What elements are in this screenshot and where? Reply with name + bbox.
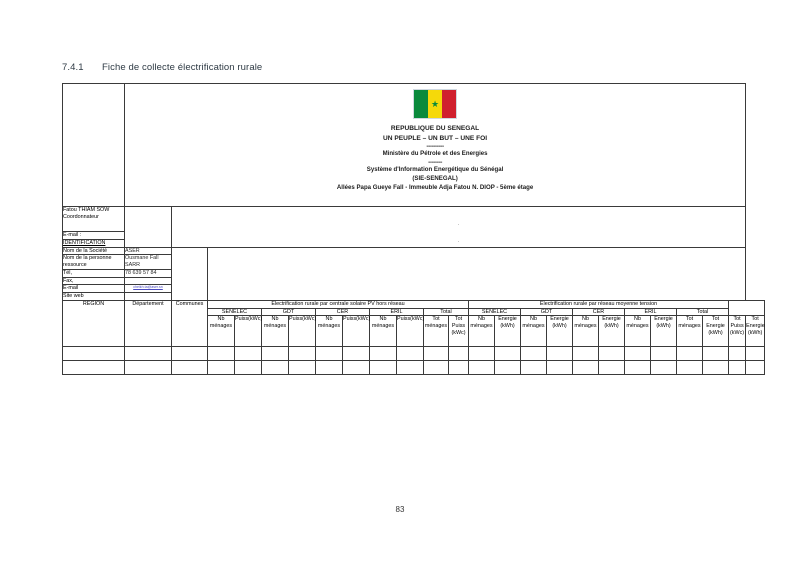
cell[interactable] xyxy=(547,347,573,361)
cell[interactable] xyxy=(677,347,703,361)
cell[interactable] xyxy=(424,361,449,375)
banner-system: Système d'Information Energétique du Sénégal xyxy=(366,166,504,174)
email-label: E-mail : xyxy=(63,232,125,240)
id-row-societe xyxy=(63,247,765,255)
senegal-flag-icon xyxy=(413,89,457,119)
cell[interactable] xyxy=(397,361,424,375)
value-email[interactable] xyxy=(125,285,172,293)
cell[interactable] xyxy=(172,347,208,361)
cell[interactable] xyxy=(729,347,746,361)
cell[interactable] xyxy=(651,347,677,361)
group-title-row xyxy=(63,300,765,308)
banner-republic: REPUBLIQUE DU SENEGAL xyxy=(390,125,480,132)
operator-right-senelec: SENELEC xyxy=(469,308,521,316)
cell[interactable] xyxy=(262,347,289,361)
sub-right-total-menages: Tot ménages xyxy=(677,316,703,347)
cell[interactable] xyxy=(424,347,449,361)
cell[interactable] xyxy=(599,347,625,361)
cell[interactable] xyxy=(521,347,547,361)
cell[interactable] xyxy=(289,347,316,361)
sub-left-cer-menages: Nb ménages xyxy=(316,316,343,347)
value-tel[interactable]: 78 639 57 84 xyxy=(125,269,172,277)
cell[interactable] xyxy=(235,347,262,361)
sub-left-senelec-puiss: Puiss(kWc) xyxy=(235,316,262,347)
id-blank-wide xyxy=(208,247,746,300)
cell[interactable] xyxy=(495,361,521,375)
cell[interactable] xyxy=(397,347,424,361)
sub-right-cer-menages: Nb ménages xyxy=(573,316,599,347)
sub-right-gdt-energie: Energie (kWh) xyxy=(547,316,573,347)
section-number: 7.4.1 xyxy=(62,62,84,73)
stray-dot-1: . xyxy=(457,221,460,227)
group-title-offgrid-solar: Electrification rurale par centrale solaire PV hors réseau xyxy=(208,300,469,308)
contact-blank-1 xyxy=(125,207,172,248)
cell[interactable] xyxy=(547,361,573,375)
page-number: 83 xyxy=(395,505,405,514)
banner-acronym: (SIE-SENEGAL) xyxy=(412,174,458,182)
value-site-web[interactable] xyxy=(125,293,172,301)
cell[interactable] xyxy=(343,347,370,361)
cell[interactable] xyxy=(172,361,208,375)
email-link[interactable]: cheikh.ta@aser.sn xyxy=(133,285,163,290)
sub-left-cer-puiss: Puiss(kWc) xyxy=(343,316,370,347)
cell[interactable] xyxy=(625,347,651,361)
group-title-mv-grid: Electrification rurale par réseau moyenne tension xyxy=(469,300,729,308)
label-personne-ressource: Nom de la personne ressource xyxy=(63,255,125,270)
operator-left-cer: CER xyxy=(316,308,370,316)
sub-right-senelec-energie: Energie (kWh) xyxy=(495,316,521,347)
cell[interactable] xyxy=(63,361,125,375)
cell[interactable] xyxy=(729,361,746,375)
sub-left-senelec-menages: Nb ménages xyxy=(208,316,235,347)
operator-left-eril: ERIL xyxy=(370,308,424,316)
sub-right-total-energie: Tot Energie (kWh) xyxy=(703,316,729,347)
flag-star-icon: ★ xyxy=(431,98,440,109)
contact-blank-wide xyxy=(172,207,746,248)
cell[interactable] xyxy=(370,361,397,375)
label-email: E-mail xyxy=(63,285,125,293)
cell[interactable] xyxy=(370,347,397,361)
banner-separator-2: -------- xyxy=(428,158,442,166)
operator-right-gdt: GDT xyxy=(521,308,573,316)
sub-right-gdt-menages: Nb ménages xyxy=(521,316,547,347)
cell[interactable] xyxy=(573,361,599,375)
cell[interactable] xyxy=(63,347,125,361)
cell[interactable] xyxy=(677,361,703,375)
identification-label-text: IDENTIFICATION xyxy=(63,239,106,246)
cell[interactable] xyxy=(703,347,729,361)
sub-left-total-menages: Tot ménages xyxy=(424,316,449,347)
cell[interactable] xyxy=(235,361,262,375)
operator-right-eril: ERIL xyxy=(625,308,677,316)
cell[interactable] xyxy=(746,361,765,375)
cell[interactable] xyxy=(125,361,172,375)
section-heading xyxy=(62,62,262,73)
cell[interactable] xyxy=(521,361,547,375)
id-blank-col xyxy=(172,247,208,300)
sub-left-gdt-menages: Nb ménages xyxy=(262,316,289,347)
sub-left-total-puiss: Tot Puiss (kWc) xyxy=(449,316,469,347)
banner-cell xyxy=(125,84,746,207)
label-fax: Fax, xyxy=(63,277,125,285)
cell[interactable] xyxy=(703,361,729,375)
sub-right-senelec-menages: Nb ménages xyxy=(469,316,495,347)
value-personne-ressource[interactable]: Ousmane Fall SARR xyxy=(125,255,172,270)
sub-right-eril-menages: Nb ménages xyxy=(625,316,651,347)
cell[interactable] xyxy=(125,347,172,361)
label-tel: Tél, xyxy=(63,269,125,277)
operator-right-total: Total xyxy=(677,308,729,316)
cell[interactable] xyxy=(469,361,495,375)
grand-total-puiss: Tot Puiss (kWc) xyxy=(729,316,746,347)
col-header-communes: Communes xyxy=(172,300,208,347)
section-title: Fiche de collecte électrification rurale xyxy=(102,62,263,73)
sub-left-eril-menages: Nb ménages xyxy=(370,316,397,347)
identification-label xyxy=(63,239,125,247)
col-header-region: REGION xyxy=(63,300,125,347)
cell[interactable] xyxy=(316,361,343,375)
banner-address: Allées Papa Gueye Fall - Immeuble Adja Fatou N. DIOP - 5ème étage xyxy=(336,183,534,191)
banner-motto: UN PEUPLE – UN BUT – UNE FOI xyxy=(383,134,488,142)
col-header-departement: Département xyxy=(125,300,172,347)
cell[interactable] xyxy=(651,361,677,375)
collection-form-sheet xyxy=(62,83,765,375)
banner-separator-1: ---------- xyxy=(426,143,444,151)
contact-name-row xyxy=(63,207,765,232)
cell[interactable] xyxy=(343,361,370,375)
cell[interactable] xyxy=(495,347,521,361)
sub-left-eril-puiss: Puiss(kWc) xyxy=(397,316,424,347)
cell[interactable] xyxy=(208,347,235,361)
banner-row xyxy=(63,84,765,207)
cell[interactable] xyxy=(449,361,469,375)
table-row[interactable] xyxy=(63,347,765,361)
cell[interactable] xyxy=(289,361,316,375)
sub-left-gdt-puiss: Puiss(kWc) xyxy=(289,316,316,347)
cell[interactable] xyxy=(573,347,599,361)
operator-left-gdt: GDT xyxy=(262,308,316,316)
cell[interactable] xyxy=(449,347,469,361)
grand-total-spacer xyxy=(729,300,765,316)
table-row[interactable] xyxy=(63,361,765,375)
banner-ministry: Ministère du Pétrole et des Energies xyxy=(382,150,488,158)
cell[interactable] xyxy=(599,361,625,375)
value-nom-societe[interactable]: ASER xyxy=(125,247,172,255)
coordinator-name: Fatou THIAM SOW Coordonnateur xyxy=(63,207,125,232)
label-nom-societe: Nom de la Société xyxy=(63,247,125,255)
operator-left-total: Total xyxy=(424,308,469,316)
stray-dot-2: . xyxy=(457,238,460,245)
grand-total-energie: Tot Energie (kWh) xyxy=(746,316,765,347)
cell[interactable] xyxy=(208,361,235,375)
cell[interactable] xyxy=(625,361,651,375)
cell[interactable] xyxy=(746,347,765,361)
operator-left-senelec: SENELEC xyxy=(208,308,262,316)
cell[interactable] xyxy=(469,347,495,361)
banner-left-spacer xyxy=(63,84,125,207)
operator-right-cer: CER xyxy=(573,308,625,316)
sub-right-eril-energie: Energie (kWh) xyxy=(651,316,677,347)
label-site-web: Site web xyxy=(63,293,125,301)
cell[interactable] xyxy=(262,361,289,375)
sub-right-cer-energie: Energie (kWh) xyxy=(599,316,625,347)
value-fax[interactable] xyxy=(125,277,172,285)
cell[interactable] xyxy=(316,347,343,361)
